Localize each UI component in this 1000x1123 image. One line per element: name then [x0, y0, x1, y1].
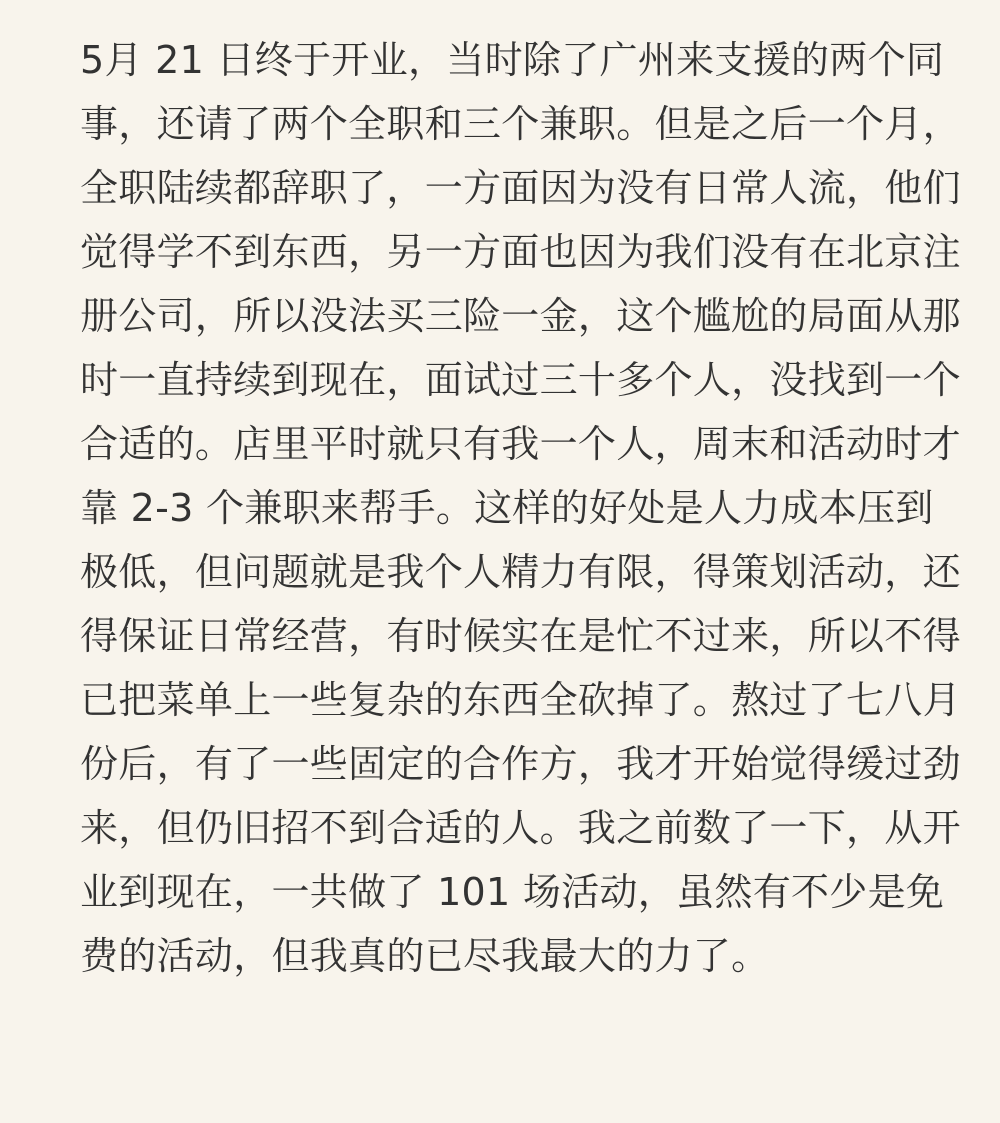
- paragraph-line: 靠 2-3 个兼职来帮手。这样的好处是人力成本压到: [80, 486, 934, 530]
- paragraph-line: 事，还请了两个全职和三个兼职。但是之后一个月，: [80, 102, 961, 146]
- paragraph-line: 合适的。店里平时就只有我一个人，周末和活动时才: [80, 422, 961, 466]
- paragraph-line: 时一直持续到现在，面试过三十多个人，没找到一个: [80, 358, 961, 402]
- paragraph-line: 册公司，所以没法买三险一金，这个尴尬的局面从那: [80, 294, 961, 338]
- paragraph-line: 业到现在，一共做了 101 场活动，虽然有不少是免: [80, 870, 945, 914]
- paragraph-line: 来，但仍旧招不到合适的人。我之前数了一下，从开: [80, 806, 961, 850]
- paragraph-line: 全职陆续都辞职了，一方面因为没有日常人流，他们: [80, 166, 961, 210]
- paragraph-line: 已把菜单上一些复杂的东西全砍掉了。熬过了七八月: [80, 678, 961, 722]
- paragraph-line: 极低，但问题就是我个人精力有限，得策划活动，还: [80, 550, 961, 594]
- paragraph-line: 觉得学不到东西，另一方面也因为我们没有在北京注: [80, 230, 961, 274]
- paragraph-line: 得保证日常经营，有时候实在是忙不过来，所以不得: [80, 614, 961, 658]
- paragraph-line: 费的活动，但我真的已尽我最大的力了。: [80, 934, 770, 978]
- paragraph-line: 5月 21 日终于开业，当时除了广州来支援的两个同: [80, 38, 945, 82]
- article-paragraph: [80, 28, 961, 988]
- paragraph-line: 份后，有了一些固定的合作方，我才开始觉得缓过劲: [80, 742, 961, 786]
